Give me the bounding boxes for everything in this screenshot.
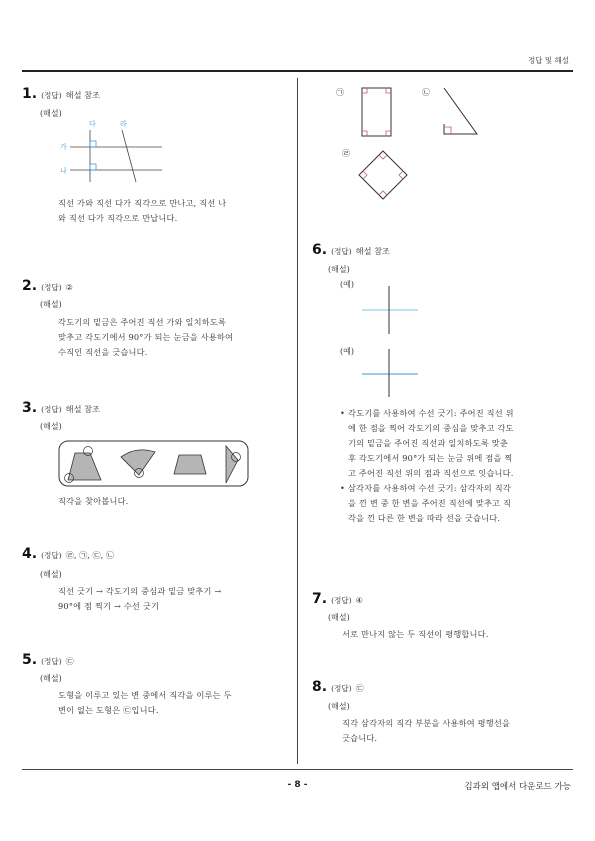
right-angle-marker (363, 171, 367, 179)
right-angle-marker (386, 131, 391, 136)
perpendicular-example-2 (360, 349, 420, 399)
answer-label: (정답) (331, 247, 352, 256)
question-number: 6. (312, 242, 328, 258)
bullet-dot: • (340, 408, 346, 418)
text-line: 각을 낀 다른 한 변을 따라 선을 긋습니다. (348, 513, 501, 523)
answer-text: ㉢ (355, 683, 364, 693)
answer-label: (정답) (41, 91, 62, 100)
question-number: 5. (22, 652, 38, 668)
right-angle-marker (90, 141, 96, 147)
text-line: 90°에 점 찍기 → 수선 긋기 (58, 601, 160, 611)
explanation-label: (해설) (328, 265, 350, 274)
header-rule (22, 70, 573, 72)
text-line: 도형을 이루고 있는 변 중에서 직각을 이루는 두 (58, 690, 232, 700)
answer-label: (정답) (41, 657, 62, 666)
page-number: - 8 - (287, 780, 308, 790)
right-angle-marker (386, 88, 391, 93)
q3-explanation (58, 494, 128, 509)
right-angle-marker (379, 191, 387, 195)
text-line: 기의 밑금을 주어진 직선과 일치하도록 맞춘 (348, 438, 508, 448)
line-label-na: 나 (60, 167, 67, 175)
perpendicular-example-1 (360, 286, 420, 336)
q1-explanation (58, 196, 226, 226)
q5-explanation (58, 688, 232, 718)
text-line: 수직인 직선을 긋습니다. (58, 347, 148, 357)
text-line: 직선 가와 직선 다가 직각으로 만나고, 직선 나 (58, 198, 227, 208)
explanation-label: (해설) (40, 674, 62, 683)
answer-text: 해설 참조 (65, 404, 100, 414)
text-line: 직각 삼각자의 직각 부분을 사용하여 평행선을 (342, 718, 511, 728)
text-line: 직각을 찾아봅니다. (58, 496, 129, 506)
bullet-triangle-ruler (340, 481, 560, 526)
question-number: 8. (312, 679, 328, 695)
line-label-ga: 가 (60, 143, 67, 151)
text-line: 후 각도기에서 90°가 되는 눈금 위에 점을 찍 (348, 453, 513, 463)
answer-text: ㉢ (65, 656, 74, 666)
answer-text: ㉣, ㉠, ㉢, ㉡ (65, 550, 115, 560)
text-line: 삼각자를 사용하여 수선 긋기: 삼각자의 직각 (348, 483, 511, 493)
q2-explanation (58, 315, 233, 360)
question-number: 4. (22, 546, 38, 562)
question-number: 1. (22, 86, 38, 102)
shape-trapezoid (174, 455, 206, 474)
explanation-label: (해설) (40, 422, 62, 431)
right-angle-marker (399, 171, 403, 179)
explanation-label: (해설) (328, 613, 350, 622)
question-3-answer-line (22, 400, 100, 416)
right-angle-figures-set (334, 84, 484, 210)
line-ra (122, 130, 136, 182)
answer-label: (정답) (331, 596, 352, 605)
question-7-answer-line (312, 591, 363, 607)
question-1-answer-line (22, 86, 100, 102)
text-line: 을 낀 변 중 한 변을 주어진 직선에 맞추고 직 (348, 498, 512, 508)
answer-text: ② (65, 282, 74, 292)
answer-label: (정답) (41, 405, 62, 414)
question-8-answer-line (312, 679, 364, 695)
question-number: 7. (312, 591, 328, 607)
explanation-label: (해설) (328, 702, 350, 711)
text-line: 직선 긋기 → 각도기의 중심과 밑금 맞추기 → (58, 586, 222, 596)
explanation-label: (해설) (40, 109, 62, 118)
page-header-label: 정답 및 해설 (528, 56, 569, 65)
answer-label: (정답) (331, 684, 352, 693)
q4-explanation (58, 584, 222, 614)
bullet-dot: • (340, 483, 346, 493)
answer-text: 해설 참조 (355, 246, 390, 256)
right-angle-marker (379, 155, 387, 159)
answer-text: 해설 참조 (65, 90, 100, 100)
question-number: 2. (22, 278, 38, 294)
answer-text: ④ (355, 595, 364, 605)
explanation-label: (해설) (40, 300, 62, 309)
explanation-label: (해설) (40, 570, 62, 579)
text-line: 맞추고 각도기에서 90°가 되는 눈금을 사용하여 (58, 332, 234, 342)
question-5-answer-line (22, 652, 74, 668)
shape-triangle (226, 446, 238, 483)
footer-download-note: 김과외 앱에서 다운로드 가능 (464, 782, 571, 792)
example-label: (예) (340, 347, 354, 356)
example-label: (예) (340, 280, 354, 289)
question-4-answer-line (22, 546, 114, 562)
answer-label: (정답) (41, 283, 62, 292)
text-line: 에 한 점을 찍어 각도기의 중심을 맞추고 각도 (348, 423, 514, 433)
column-divider (297, 78, 298, 764)
text-line: 변이 없는 도형은 ㉢입니다. (58, 705, 159, 715)
q7-explanation (342, 627, 489, 642)
q6-explanation (340, 406, 560, 526)
right-angle-marker (444, 127, 451, 134)
text-line: 서로 만나지 않는 두 직선이 평행합니다. (342, 629, 489, 639)
right-angle-marker (362, 131, 367, 136)
text-line: 와 직선 다가 직각으로 만납니다. (58, 213, 178, 223)
right-angle-marker (90, 164, 96, 170)
figure-label-a: ㉠ (336, 88, 344, 97)
question-6-answer-line (312, 242, 390, 258)
figure-rhombus (359, 151, 407, 199)
text-line: 긋습니다. (342, 733, 378, 743)
bullet-protractor (340, 406, 560, 481)
figure-label-b: ㉡ (422, 88, 430, 97)
line-label-da: 다 (89, 120, 96, 128)
question-2-answer-line (22, 278, 73, 294)
q8-explanation (342, 716, 510, 746)
q3-right-angle-shapes-figure (58, 440, 250, 488)
figure-label-d: ㉣ (342, 149, 350, 158)
line-label-ra: 라 (120, 120, 127, 128)
answer-label: (정답) (41, 551, 62, 560)
figure-rectangle (362, 88, 391, 136)
question-number: 3. (22, 400, 38, 416)
text-line: 각도기를 사용하여 수선 긋기: 주어진 직선 위 (348, 408, 514, 418)
text-line: 각도기의 밑금은 주어진 직선 가와 일치하도록 (58, 317, 227, 327)
footer-rule (22, 769, 573, 770)
q1-perpendicular-lines-figure (60, 118, 170, 184)
shape-sector (121, 450, 155, 475)
text-line: 고 주어진 직선 위의 점과 직선으로 잇습니다. (348, 468, 514, 478)
right-angle-marker (362, 88, 367, 93)
